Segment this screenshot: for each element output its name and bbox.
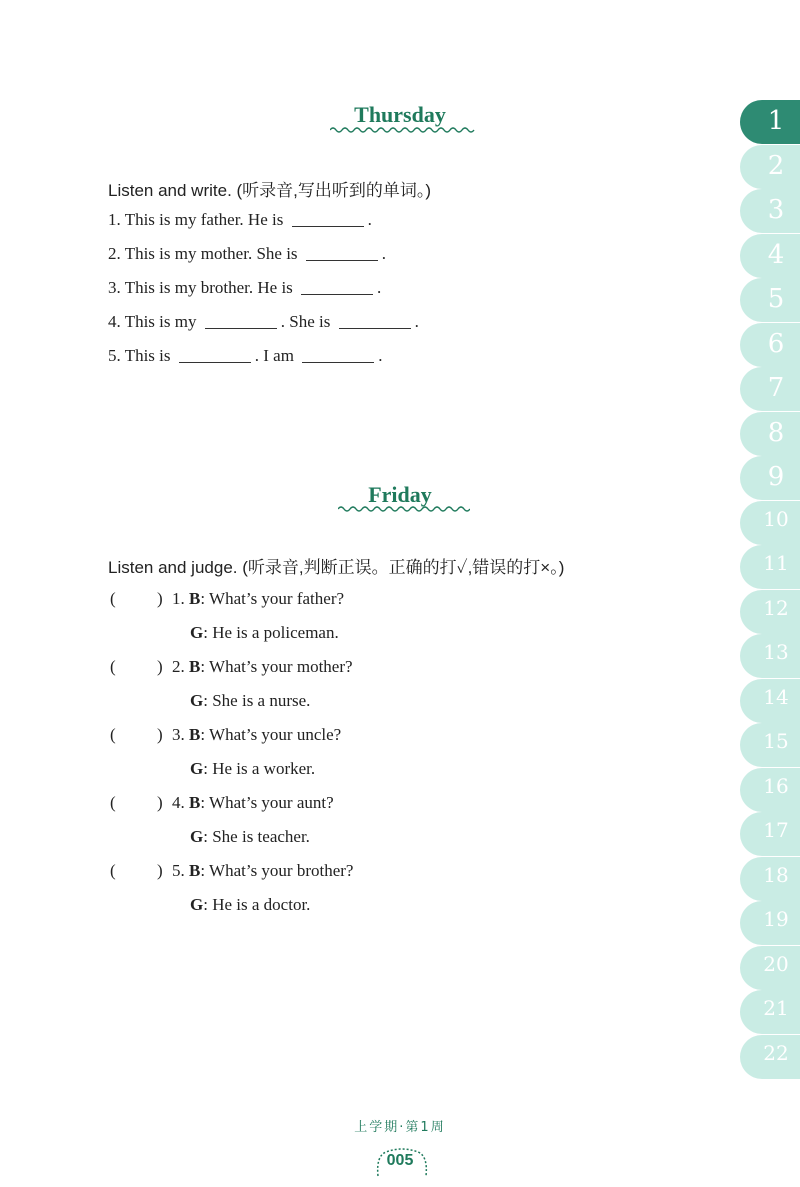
footer-term-week: 上学期·第1周: [354, 1120, 446, 1135]
week-tab-label: 20: [763, 951, 789, 976]
week-tab-label: 19: [763, 907, 789, 931]
week-tab-15[interactable]: [740, 723, 800, 767]
judge-answer-2: [190, 691, 310, 711]
answer-blank[interactable]: [179, 361, 251, 363]
thursday-underline-wave: [330, 126, 475, 134]
thursday-instruction: Listen and write. (听录音,写出听到的单词。): [108, 181, 432, 200]
thursday-title: Thursday: [354, 102, 446, 127]
week-tab-label: 6: [767, 328, 785, 359]
week-tab-2[interactable]: [740, 145, 800, 189]
question-text: What’s your uncle?: [209, 725, 342, 744]
write-item-3: [108, 278, 381, 298]
judge-paren-close[interactable]: ): [157, 657, 163, 676]
speaker-b: B: [189, 589, 201, 608]
week-tab-19[interactable]: [740, 901, 800, 945]
answer-blank[interactable]: [302, 361, 374, 363]
week-tab-label: 1: [767, 106, 785, 136]
item-number: 1.: [172, 589, 185, 608]
colon: :: [203, 759, 208, 778]
week-tab-label: 21: [763, 996, 789, 1020]
speaker-g: G: [190, 623, 204, 642]
judge-answer-1: [190, 623, 339, 643]
week-tab-label: 8: [767, 417, 785, 448]
judge-paren-open: (: [110, 589, 116, 608]
week-tab-11[interactable]: [740, 545, 800, 589]
write-item-text: .: [377, 278, 382, 297]
speaker-g: G: [190, 759, 204, 778]
write-item-2: [108, 244, 386, 264]
week-tab-label: 4: [767, 239, 785, 270]
question-text: What’s your aunt?: [209, 793, 334, 812]
write-item-5: [108, 346, 382, 366]
speaker-g: G: [190, 827, 204, 846]
week-tab-label: 5: [767, 284, 785, 314]
answer-text: He is a worker.: [212, 759, 316, 778]
judge-answer-4: [190, 827, 310, 847]
write-item-1: [108, 210, 372, 230]
speaker-b: B: [189, 861, 201, 880]
judge-question-3: [172, 725, 341, 745]
week-tab-3[interactable]: [740, 189, 800, 233]
judge-paren-open: (: [110, 861, 116, 880]
item-number: 5.: [172, 861, 185, 880]
friday-title: Friday: [368, 482, 432, 507]
week-tab-16[interactable]: [740, 768, 800, 812]
colon: :: [203, 623, 208, 642]
week-tab-label: 16: [763, 773, 789, 798]
write-item-text: .: [414, 312, 419, 331]
answer-blank[interactable]: [306, 259, 378, 261]
answer-text: She is a nurse.: [212, 691, 311, 710]
write-item-text: 5. This is: [108, 346, 175, 365]
week-tab-label: 12: [763, 595, 789, 620]
week-tab-22[interactable]: [740, 1035, 800, 1079]
week-tab-label: 3: [767, 195, 785, 225]
write-item-text: .: [381, 244, 387, 263]
friday-underline-wave: [338, 505, 470, 513]
item-number: 3.: [172, 725, 185, 744]
week-tab-7[interactable]: [740, 367, 800, 411]
week-tab-label: 11: [763, 551, 789, 575]
speaker-g: G: [190, 895, 204, 914]
page-number: 005: [386, 1152, 414, 1169]
week-tab-10[interactable]: [740, 501, 800, 545]
judge-paren-close[interactable]: ): [157, 793, 163, 812]
answer-text: He is a policeman.: [212, 623, 339, 642]
question-text: What’s your brother?: [209, 861, 354, 880]
write-item-text: 4. This is my: [108, 312, 201, 331]
week-tab-20[interactable]: [740, 946, 800, 990]
judge-paren-close[interactable]: ): [157, 589, 163, 608]
write-item-text: .: [367, 210, 372, 229]
week-tab-6[interactable]: [740, 323, 800, 367]
item-number: 2.: [172, 657, 185, 676]
judge-paren-close[interactable]: ): [157, 725, 163, 744]
write-item-text: . I am: [254, 346, 299, 365]
colon: :: [200, 657, 206, 676]
week-tab-label: 10: [763, 506, 789, 531]
judge-question-5: [172, 861, 353, 881]
write-item-text: 1. This is my father. He is: [108, 210, 288, 229]
week-tab-label: 7: [767, 373, 785, 403]
judge-paren-open: (: [110, 657, 116, 676]
week-tab-17[interactable]: [740, 812, 800, 856]
judge-paren-open: (: [110, 793, 116, 812]
week-tab-label: 18: [763, 862, 789, 887]
week-tab-label: 14: [763, 684, 789, 709]
judge-question-1: [172, 589, 344, 609]
colon: :: [200, 861, 206, 880]
friday-instruction: Listen and judge. (听录音,判断正误。正确的打✓,错误的打×。): [108, 558, 565, 577]
answer-blank[interactable]: [292, 225, 364, 227]
judge-answer-5: [190, 895, 310, 915]
judge-question-2: [172, 657, 353, 677]
week-tab-label: 15: [763, 729, 789, 753]
week-tab-1[interactable]: [740, 100, 800, 144]
judge-answer-3: [190, 759, 315, 779]
speaker-b: B: [189, 725, 201, 744]
week-tab-label: 13: [763, 640, 789, 664]
answer-text: He is a doctor.: [212, 895, 311, 914]
week-tab-label: 9: [767, 462, 785, 492]
colon: :: [203, 827, 208, 846]
question-text: What’s your mother?: [209, 657, 353, 676]
colon: :: [200, 589, 206, 608]
colon: :: [203, 895, 208, 914]
week-tab-strip: [740, 100, 800, 1080]
judge-paren-close[interactable]: ): [157, 861, 163, 880]
week-tab-8[interactable]: [740, 412, 800, 456]
week-tab-label: 22: [763, 1040, 789, 1065]
write-item-4: [108, 312, 419, 332]
write-item-text: .: [378, 346, 383, 365]
speaker-b: B: [189, 793, 201, 812]
week-tab-4[interactable]: [740, 234, 800, 278]
week-tab-label: 17: [763, 818, 789, 842]
judge-paren-open: (: [110, 725, 116, 744]
week-tab-21[interactable]: [740, 990, 800, 1034]
speaker-g: G: [190, 691, 204, 710]
week-tab-12[interactable]: [740, 590, 800, 634]
colon: :: [200, 725, 206, 744]
item-number: 4.: [172, 793, 185, 812]
week-tab-5[interactable]: [740, 278, 800, 322]
colon: :: [200, 793, 206, 812]
week-tab-18[interactable]: [740, 857, 800, 901]
write-item-text: . She is: [280, 312, 335, 331]
judge-question-4: [172, 793, 334, 813]
week-tab-9[interactable]: [740, 456, 800, 500]
write-item-text: 2. This is my mother. She is: [108, 244, 302, 263]
speaker-b: B: [189, 657, 201, 676]
week-tab-14[interactable]: [740, 679, 800, 723]
colon: :: [203, 691, 208, 710]
answer-text: She is teacher.: [212, 827, 310, 846]
answer-blank[interactable]: [205, 327, 277, 329]
question-text: What’s your father?: [209, 589, 345, 608]
week-tab-label: 2: [767, 150, 785, 181]
write-item-text: 3. This is my brother. He is: [108, 278, 298, 297]
answer-blank[interactable]: [301, 293, 373, 295]
answer-blank[interactable]: [339, 327, 411, 329]
week-tab-13[interactable]: [740, 634, 800, 678]
